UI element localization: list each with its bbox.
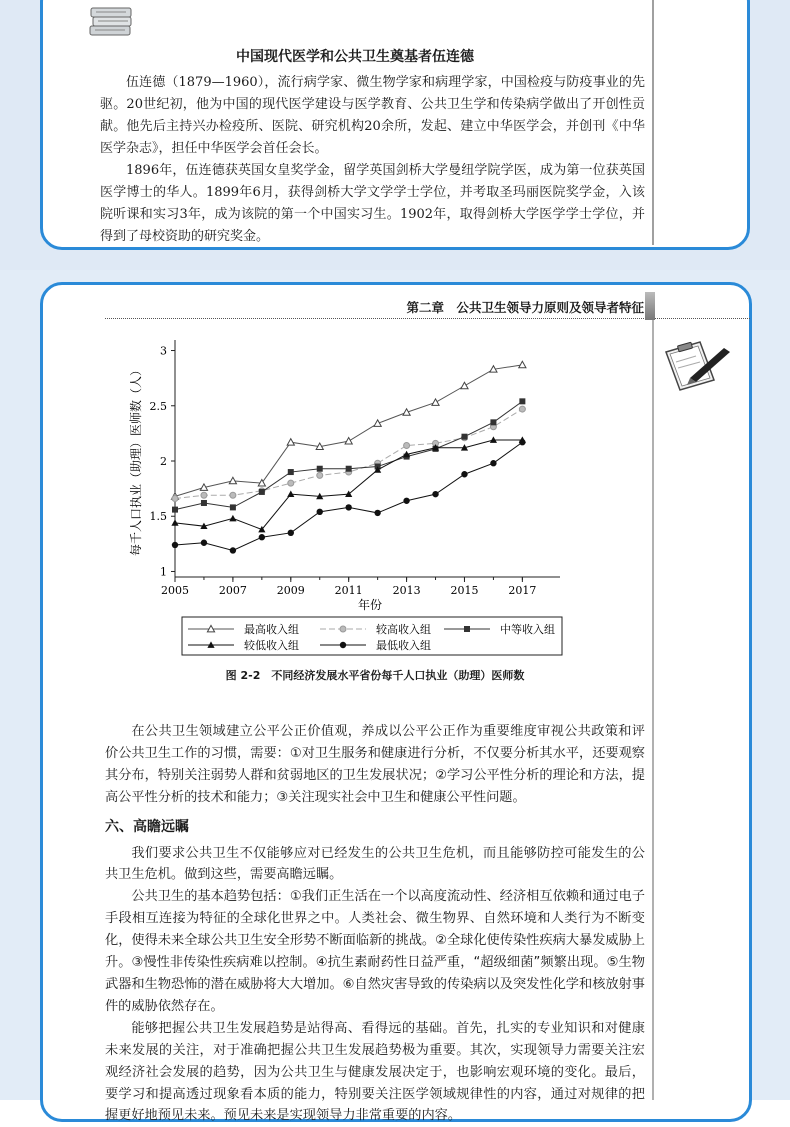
data-point [230,547,236,553]
data-point [288,530,294,536]
main-text [105,721,645,1127]
x-tick-label: 2005 [161,584,189,597]
x-tick-label: 2007 [218,584,247,597]
y-tick-label: 2 [160,455,167,468]
series-2 [172,406,525,501]
legend-label: 最高收入组 [244,623,299,636]
data-point [230,492,236,498]
x-tick-label: 2009 [276,584,305,597]
biography-title: 中国现代医学和公共卫生奠基者伍连德 [236,49,474,65]
biography-paragraph-1: 伍连德（1879—1960），流行病学家、微生物学家和病理学家，中国检疫与防疫事业的先驱。20世纪初，他为中国的现代医学建设与医学教育、公共卫生学和传染病学做出了开创性贡献。他先后主持兴办检疫所、医院、研究机构20余所，发起、建立中华医学会，并创刊《中华医学杂志》，担任中华医学会首任会长。 [100,75,645,156]
data-point [345,504,351,510]
legend-label: 最低收入组 [376,639,431,652]
data-point [172,542,178,548]
y-tick-label: 1 [160,565,167,579]
data-point [461,471,467,477]
data-point [201,500,207,506]
x-tick-label: 2013 [392,584,421,597]
legend-marker [340,626,346,632]
data-point [201,492,207,498]
data-point [345,438,352,444]
chart-ticks [150,345,537,597]
data-point [461,382,468,388]
series-line [175,365,522,496]
data-point [259,534,265,540]
data-point [201,540,207,546]
data-point [461,434,467,440]
legend-marker [464,626,470,632]
data-point [230,504,236,510]
data-point [404,443,410,449]
data-point [346,466,352,472]
section-heading: 六、高瞻远瞩 [105,818,189,835]
data-point [374,420,381,426]
chart-series [171,361,526,553]
clipboard-pen-icon [660,338,732,394]
data-point [229,477,236,483]
x-axis-label: 年份 [357,598,383,612]
data-point [519,398,525,404]
data-point [317,466,323,472]
chart-legend [182,617,562,655]
legend-label: 较低收入组 [244,639,299,652]
data-point [490,419,496,425]
data-point [519,406,525,412]
data-point [171,519,178,525]
paragraph-foresight-intro: 我们要求公共卫生不仅能够应对已经发生的公共卫生危机，而且能够防控可能发生的公共卫生危机。做到这些，需要高瞻远瞩。 [105,845,645,883]
y-tick-label: 3 [160,344,167,358]
data-point [288,480,294,486]
data-point [519,361,526,367]
data-point [432,491,438,497]
data-point [172,496,178,502]
legend-marker [340,642,346,648]
legend-label: 较高收入组 [376,623,431,636]
figure-caption: 图 2-2 不同经济发展水平省份每千人口执业（助理）医师数 [225,669,525,682]
data-point [287,439,294,445]
paragraph-trends: 公共卫生的基本趋势包括：①我们正生活在一个以高度流动性、经济相互依赖和通过电子手段相互连接为特征的全球化世界之中。人类社会、微生物界、自然环境和人类行为不断变化，使得未来全球公共卫生安全形势不断面临新的挑战。②全球化使传染性疾病大暴发威胁上升。③慢性非传染性疾病难以控制。④抗生素耐药性日益严重，“超级细菌”频繁出现。⑤生物武器和生物恐怖的潜在威胁将大大增加。⑥自然灾害导致的传染病以及突发性化学和核放射事件的威胁依然存在。 [105,889,645,1014]
x-tick-label: 2015 [450,584,479,597]
top-margin-rule [652,0,654,245]
paragraph-grasp-trends: 能够把握公共卫生发展趋势是站得高、看得远的基础。首先，扎实的专业知识和对健康未来发展的关注，对于准确把握公共卫生发展趋势极为重要。其次，实现领导力需要关注宏观经济社会发展的趋势，因为公共卫生与健康发展决定于，也影响宏观环境的变化。最后，要学习和提高透过现象看本质的能力，特别要关注医学领域规律性的内容，通过对规律的把握更好地预见未来。预见未来是实现领导力非常重要的内容。 [105,1020,645,1124]
y-axis-label: 每千人口执业（助理）医师数（人） [129,363,143,557]
books-icon [88,4,134,38]
data-point [403,498,409,504]
y-tick-label: 2.5 [149,399,167,413]
physician-density-chart [120,335,580,660]
data-point [317,509,323,515]
chart-axes [175,340,560,577]
data-point [374,510,380,516]
data-point [172,507,178,513]
data-point [229,515,236,521]
x-tick-label: 2011 [334,584,363,597]
series-4 [171,436,526,532]
legend-label: 中等收入组 [500,623,555,636]
biography-paragraph-2: 1896年，伍连德获英国女皇奖学金，留学英国剑桥大学曼纽学院学医，成为第一位获英国医学博士的华人。1899年6月，获得剑桥大学文学学士学位，并考取圣玛丽医院奖学金，入该院听课和实习3年，成为该院的第一个中国实习生。1902年，取得剑桥大学医学学士学位，并得到了母校资助的研究奖金。 [100,163,645,244]
series-line [175,409,522,498]
series-1 [171,361,526,499]
data-point [317,472,323,478]
series-line [175,440,522,529]
chapter-header: 第二章 公共卫生领导力原则及领导者特征 [406,300,644,315]
data-point [259,489,265,495]
data-point [288,469,294,475]
page-tab-marker [645,292,655,320]
data-point [490,460,496,466]
biography-text [100,72,645,248]
x-tick-label: 2017 [508,584,537,597]
paragraph-equity: 在公共卫生领域建立公平公正价值观，养成以公平公正作为重要维度审视公共政策和评价公共卫生工作的习惯，需要：①对卫生服务和健康进行分析，不仅要分析其水平，还要观察其分布，特别关注弱势人群和贫弱地区的卫生发展状况；②学习公平性分析的理论和方法，提高公平性分析的技术和能力；③关注现实社会中卫生和健康公平性问题。 [105,724,645,805]
data-point [432,399,439,405]
page-margin-rule [652,320,654,1100]
y-tick-label: 1.5 [149,510,167,524]
data-point [519,439,525,445]
data-point [287,491,294,497]
